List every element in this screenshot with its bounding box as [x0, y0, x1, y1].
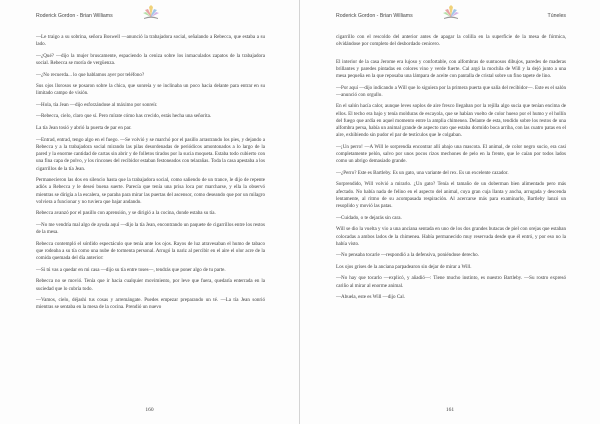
- paragraph: —Si tú vas a quedar en mi casa —dijo su tía entre toses—, tendrás que poner algo de tu parte.: [36, 266, 226, 273]
- paragraph: Rebecca contempló el sórdido espectáculo que tenía ante los ojos. Rayos de luz atravesaban el humo de tabaco que rodeaba a su tía como una nube de tormenta personal. Arrugó la nariz al percibir en el aire el olor acre de la comida quemada del día anterior:: [36, 240, 265, 262]
- header-book-title: Túneles: [547, 13, 566, 19]
- header-author: Roderick Gordon - Brian Williams: [36, 13, 113, 19]
- paragraph: En el salón hacía calor, aunque leves soplos de aire fresco llegaban por la rejilla algo sucia que tenían encima de ellos. El techo era bajo y tenía molduras de escayola, que se habían vuelto de color hueso por el humo y el hollín del fuego que ardía en aquel momento entre la amplia chimenea. Delante de esta, tendido sobre los restos de una alfombra persa, había un animal grande de aspecto raro que estaba dormido boca arriba, con las cuatro patas en el aire, exhibiendo sin pudor el par de testículos que le colgaban.: [336, 103, 566, 139]
- paragraph: cigarrillo con el rescoldo del anterior antes de apagar la colilla en la superficie de la mesa de fórmica, olvidándose por completo del desbordado cenicero.: [336, 34, 566, 48]
- page-number: 161: [445, 407, 455, 413]
- paragraph: Sus ojos llorosos se posaron sobre la chica, que sonreía y se inclinaba un poco hacia delante para entrar en su limitado campo de visión.: [36, 83, 265, 97]
- paragraph: Los ojos grises de la anciana parpadearon sin dejar de mirar a Will.: [336, 263, 472, 270]
- paragraph: —¿Qué? —dijo la mujer bruscamente, espaciendo la ceniza sobre los inmaculados zapatos de la trabajadora social. Rebecca se moría de vergüenza.: [36, 52, 265, 67]
- paragraph: —Por aquí —dijo indicando a Will que lo siguiera por la primera puerta que salía del recibidor—. Este es el salón —anunció con orgullo.: [336, 84, 566, 98]
- paragraph: —Hola, tía Jean —dijo esforzándose al máximo por sonreír.: [36, 101, 158, 108]
- paragraph: —No pensaba tocarle —respondió a la defensiva, poniéndose derecho.: [336, 252, 479, 259]
- paragraph: Rebecca no se movió. Tenía que ir hacia cualquier movimiento, por leve que fuera, quedaría enterrada en la suciedad que lo cubría todo.: [36, 278, 265, 292]
- book-logo-icon: [440, 4, 462, 20]
- paragraph: —Rebecca, cielo, claro que sí. Pero mírate cómo has crecido, estás hecha una señorita.: [36, 113, 212, 120]
- paragraph: —No hay que tocarlo —explicó, y añadió—: Tiene mucho instinto, es nuestro Bartleby. —Su rostro expresó cariño al mirar al enorme animal.: [336, 275, 566, 289]
- left-page-header: [36, 10, 265, 22]
- paragraph: Will se dio la vuelta y vio a una anciana sentada en uno de los dos grandes butacas de piel con orejas que estaban colocadas a ambos lados de la chimenea. Había permanecido muy reservada desde que él entró, y por eso no la había visto.: [336, 226, 566, 247]
- paragraph: Permanecieron las dos en silencio hasta que la trabajadora social, como saliendo de un trance, le dijo de repente adiós a Rebecca y le deseó buena suerte. Parecía que tenía una prisa loca por marcharse, y ella la observó mientras se dirigía a la escalera, se paraba para mirar las puertas del ascensor, como deseando que por un milagro volviera a funcionar y no tuviera que bajar andando.: [36, 177, 265, 205]
- paragraph: —¿No recuerda... lo que hablamos ayer por teléfono?: [36, 71, 145, 78]
- left-page-text: [36, 34, 265, 316]
- right-page-header: [336, 10, 566, 22]
- paragraph: —¡Un perro! —A Will le sorprendía encontrar allí abajo una mascota. El animal, de color negro sucio, era casi completamente pelón, salvo por unos pocos rizos mechones de pelo en la frente, que le caían por todos lados como un abrigo demasiado grande.: [336, 143, 566, 165]
- paragraph: Sorprendido, Will volvió a mirarlo. ¿Un gato? Tenía el tamaño de un doberman bien alimentado pero más afectado. No había nada de felino en el aspecto del animal, cuya gran cuja llanta y ancha, arrugada y descenda lentamente, al ritmo de su acompasada respiración. Al acercarse más para examinarlo, Bartleby lanzó un resoplido y movió las patas.: [336, 181, 566, 210]
- paragraph: La tía Jean tosió y abrió la puerta de par en par.: [36, 125, 132, 132]
- page-number: 160: [145, 407, 154, 413]
- paragraph: —Abuela, este es Will —dijo Cal.: [336, 294, 406, 301]
- paragraph: —No me vendría mal algo de ayuda aquí —dijo la tía Jean, encontrando un paquete de cigarrillos entre los restos de la mesa.: [36, 221, 265, 236]
- paragraph: —Cuidado, o te dejarás sin cara.: [336, 214, 402, 221]
- paragraph: El interior de la casa Jerome era lujoso y confortable, con alfombras de suntuosos dibujos, paredes de maderas brillantes y paredes pintadas en colores vino y verde fuerte. Cal argó la mochila de Will y la dejó junto a una mesa pequeña en la que reposaba una lámpara de aceite con pantalla de cristal sobre un fino tapete de lino.: [336, 58, 566, 79]
- paragraph: Rebecca avanzó por el pasillo con aprensión, y se dirigió a la cocina, donde estaba su tía.: [36, 210, 216, 217]
- paragraph: —¿Perro? Este es Bartleby. Es un gato, una variante del rex. Es un excelente cazador.: [336, 169, 509, 176]
- paragraph: —Le traigo a su sobrina, señora Boswell —anunció la trabajadora social, señalando a Rebecca, que estaba a su lado.: [36, 34, 265, 48]
- right-page-text: [336, 34, 566, 306]
- right-page: [300, 0, 600, 424]
- paragraph: —Vamos, cielo, déjashi tus cosas y arremángate. Puedes empezar preparando un té. —La tía Jean sonrió mientras se sentaba en la mesa de la cocina. Prendió un nuevo: [36, 297, 265, 311]
- paragraph: —Entrad, entrad, tengo algo en el fuego. —Se volvió y se marchó por el pasillo arrastrando los pies, y dejando a Rebecca y a la trabajadora social mirando las pilas desordenadas de periódicos amontonados a lo largo de la pared y la enorme cantidad de cartas sin abrir y de folletos tirados por la sucia moqueta. Estaba todo cubierto con una fina capa de polvo, y los rincones del recibidor estaban festoneados con telarañas. Toda la casa apestaba a los cigarrillos de la tía Jean.: [36, 136, 265, 172]
- book-logo-icon: [140, 4, 162, 20]
- header-author: Roderick Gordon - Brian Williams: [336, 13, 413, 19]
